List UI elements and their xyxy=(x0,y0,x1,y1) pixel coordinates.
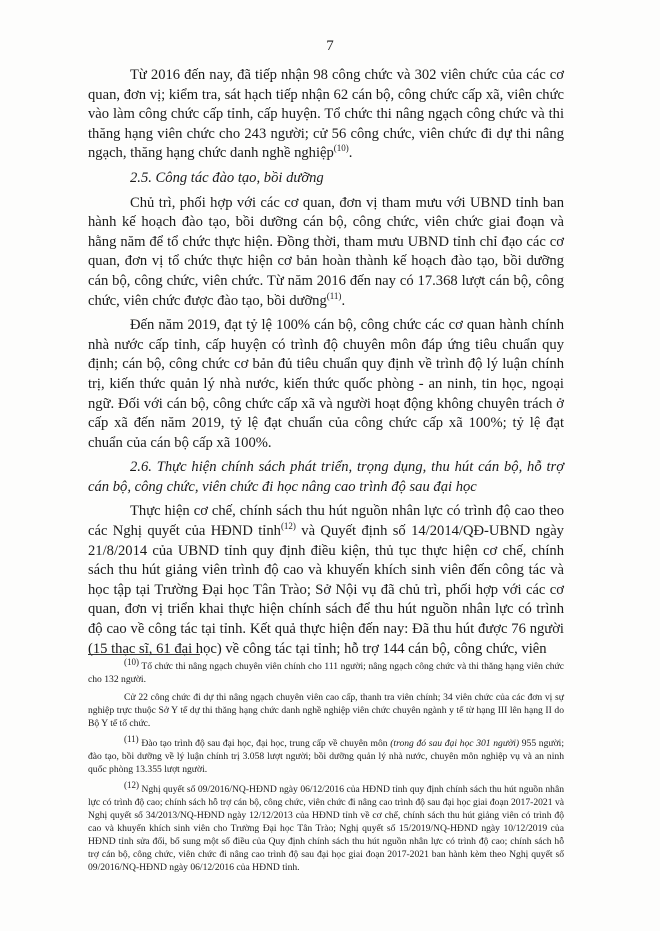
footnote-ref-11[interactable]: (11) xyxy=(326,290,342,301)
footnote-11-emphasis: (trong đó sau đại học 301 người) xyxy=(390,738,520,749)
page-number: 7 xyxy=(326,38,334,54)
section-heading-2-5: 2.5. Công tác đào tạo, bồi dưỡng xyxy=(130,169,324,186)
paragraph-policy-text-a: Thực hiện cơ chế, chính sách thu hút nguồn nhân lực có trình độ cao theo các Nghị quyết của HĐND tỉnh xyxy=(88,503,564,540)
footnote-marker-10: (10) xyxy=(124,656,139,667)
paragraph-training xyxy=(88,194,564,312)
footnote-marker-11: (11) xyxy=(124,733,139,744)
section-heading-2-6: 2.6. Thực hiện chính sách phát triển, trọng dụng, thu hút cán bộ, hỗ trợ cán bộ, công chức, viên chức đi học nâng cao trình độ sau đại học xyxy=(88,459,564,495)
footnote-10-continued: Cử 22 công chức đi dự thi nâng ngạch chuyên viên cao cấp, thanh tra viên chính; 34 viên chức của các đơn vị sự nghiệp trực thuộc Sở Y tế dự thi thăng hạng chức danh nghề nghiệp viên chức chuyên ngành y tế từ hạng III lên hạng II do Bộ Y tế tổ chức. xyxy=(88,692,564,729)
footnote-12-text: Nghị quyết số 09/2016/NQ-HĐND ngày 06/12/2016 của HĐND tỉnh quy định chính sách thu hút nguồn nhân lực có trình độ cao; chính sách hỗ trợ cán bộ, công chức, viên chức đi nâng cao trình độ sau đại học giai đoạn 2017-2021 và Nghị quyết số 34/2013/NQ-HĐND ngày 12/12/2013 của HĐND tỉnh về cơ chế, chính sách thu hút giảng viên có trình độ cao và khuyến khích sinh viên cho Trường Đại học Tân Trào; Nghị quyết số 15/2019/NQ-HĐND ngày 10/12/2019 của HĐND tỉnh sửa đổi, bổ sung một số điều của Quy định chính sách thu hút nguồn nhân lực có trình độ cao; chính sách hỗ trợ cán bộ, công chức, viên chức đi nâng cao trình độ sau đại học giai đoạn 2017-2021 ban hành kèm theo Nghị quyết số 09/2016/NQ-HĐND ngày 06/12/2016 của HĐND tỉnh. xyxy=(88,784,564,873)
footnote-11-text-a: Đào tạo trình độ sau đại học, đại học, trung cấp về chuyên môn xyxy=(138,738,391,749)
footnote-marker-12: (12) xyxy=(124,779,139,790)
footnote-11 xyxy=(88,733,564,776)
paragraph-end: . xyxy=(348,145,353,162)
footnote-11-text-b: 955 người; đào tạo, bồi dưỡng về lý luận chính trị 3.058 lượt người; bồi dưỡng quản lý nhà nước, chuyên môn nghiệp vụ và an ninh quốc phòng 13.355 lượt người. xyxy=(88,738,564,775)
paragraph-end: . xyxy=(341,292,346,309)
footnote-10 xyxy=(88,656,564,686)
footnote-ref-10[interactable]: (10) xyxy=(333,143,349,154)
paragraph-policy xyxy=(88,502,564,659)
paragraph-recruitment xyxy=(88,66,564,164)
paragraph-recruitment-text: Từ 2016 đến nay, đã tiếp nhận 98 công chức và 302 viên chức của các cơ quan, đơn vị; kiểm tra, sát hạch tiếp nhận 62 cán bộ, công chức cấp xã, viên chức vào làm công chức cấp tỉnh, cấp huyện. Tổ chức thi nâng ngạch công chức và thi thăng hạng viên chức cho 243 người; cử 56 công chức, viên chức đi dự thi nâng ngạch, thăng hạng chức danh nghề nghiệp xyxy=(88,67,564,162)
footnote-12 xyxy=(88,779,564,874)
footnote-10-text: Tổ chức thi nâng ngạch chuyên viên chính cho 111 người; nâng ngạch công chức và thi thăng hạng viên chức cho 132 người. xyxy=(88,661,564,685)
footnote-divider xyxy=(88,654,200,655)
footnotes xyxy=(88,656,564,881)
body-text xyxy=(88,66,564,664)
paragraph-training-text: Chủ trì, phối hợp với các cơ quan, đơn vị tham mưu với UBND tỉnh ban hành kế hoạch đào tạo, bồi dưỡng cán bộ, công chức, viên chức giai đoạn và hằng năm để tổ chức thực hiện. Đồng thời, tham mưu UBND tỉnh chỉ đạo các cơ quan, đơn vị tổ chức thực hiện cơ bản hoàn thành kế hoạch đào tạo, bồi dưỡng cán bộ, công chức, viên chức. Từ năm 2016 đến nay có 17.368 lượt cán bộ, công chức, viên chức được đào tạo, bồi dưỡng xyxy=(88,194,564,309)
footnote-ref-12[interactable]: (12) xyxy=(280,521,296,532)
paragraph-policy-text-b: và Quyết định số 14/2014/QĐ-UBND ngày 21/8/2014 của UBND tỉnh quy định điều kiện, thủ tục thực hiện cơ chế, chính sách thu hút giảng viên trình độ cao và khuyến khích sinh viên đến công tác và học tập tại Trường Đại học Tân Trào; Sở Nội vụ đã chủ trì, phối hợp với các cơ quan, đơn vị triển khai thực hiện chính sách để thu hút nguồn nhân lực có trình độ cao về công tác tại tỉnh. Kết quả thực hiện đến nay: Đã thu hút được 76 người (15 thạc sĩ, 61 đại học) về công tác tại tỉnh; hỗ trợ 144 cán bộ, công chức, viên xyxy=(88,523,564,657)
paragraph-standards: Đến năm 2019, đạt tỷ lệ 100% cán bộ, công chức các cơ quan hành chính nhà nước cấp tỉnh, cấp huyện có trình độ chuyên môn đáp ứng tiêu chuẩn quy định; cán bộ, công chức cơ bản đủ tiêu chuẩn quy định về trình độ lý luận chính trị, kiến thức quản lý nhà nước, kiến thức quốc phòng - an ninh, tin học, ngoại ngữ. Đối với cán bộ, công chức cấp xã và người hoạt động không chuyên trách ở cấp xã đến năm 2019, tỷ lệ đạt chuẩn của công chức cấp xã 100%; tỷ lệ đạt chuẩn của cán bộ cấp xã 100%. xyxy=(88,317,564,451)
